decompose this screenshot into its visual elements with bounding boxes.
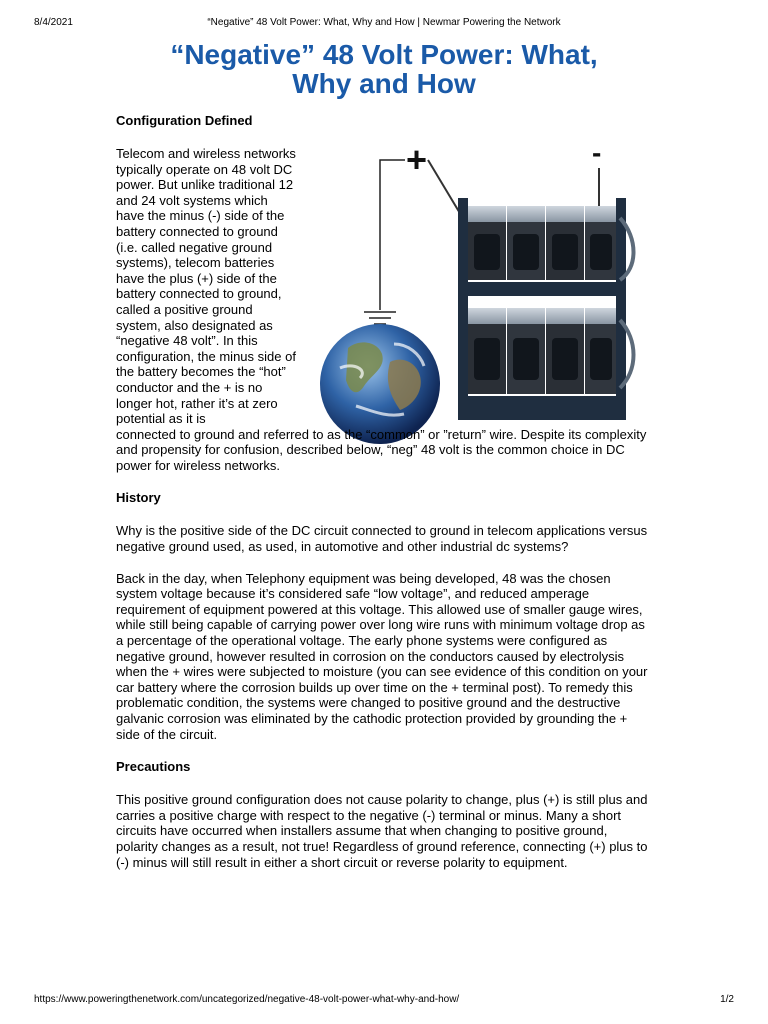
- header-date: 8/4/2021: [34, 17, 73, 28]
- configuration-paragraph-wrapped: Telecom and wireless networks typically operate on 48 volt DC power. But unlike traditional 12 and 24 volt systems which have the minus (-) side of the battery connected to ground (i.e. called negative ground systems), telecom batteries have the plus (+) side of the battery connected to ground, called a positive ground system, also designated as “negative 48 volt”. In this configuration, the minus side of the battery becomes the “hot” conductor and the + is no longer hot, rather it’s at zero potential as it is: [116, 146, 296, 427]
- footer-page-number: 1/2: [720, 994, 734, 1005]
- section-heading-precautions: Precautions: [116, 759, 191, 775]
- section-heading-history: History: [116, 490, 161, 506]
- section-heading-configuration: Configuration Defined: [116, 113, 253, 128]
- configuration-paragraph-continued: connected to ground and referred to as the “common” or ”return” wire. Despite its complexity and propensity for confusion, described below, “neg” 48 volt is the common choice in DC power for wireless networks.: [116, 426, 647, 473]
- precautions-paragraph-1: This positive ground configuration does not cause polarity to change, plus (+) is still plus and carries a positive charge with respect to the negative (-) terminal or minus. Many a short circuits have occurred when installers assume that when changing to positive ground, polarity changes as a result, not true! Regardless of ground reference, connecting (+) plus to (-) minus will still result in either a short circuit or reverse polarity to equipment.: [116, 792, 648, 870]
- footer-url-link[interactable]: https://www.poweringthenetwork.com/uncategorized/negative-48-volt-power-what-why-and-how/: [34, 994, 460, 1005]
- history-paragraph-1: Why is the positive side of the DC circuit connected to ground in telecom applications versus negative ground used, as used, in automotive and other industrial dc systems?: [116, 523, 648, 555]
- article-title: [100, 40, 668, 98]
- history-paragraph-2: Back in the day, when Telephony equipment was being developed, 48 was the chosen system voltage because it’s considered safe “low voltage”, and reduced amperage requirement of equipment powered at this voltage. This allowed use of smaller gauge wires, while still being capable of carrying power over long wire runs with minimum voltage drop as a percentage of the operational voltage. The early phone systems were configured as negative ground, however resulted in corrosion on the conductors caused by electrolysis when the + wires were subjected to moisture (you can see evidence of this condition on your car battery where the corrosion builds up over time on the + terminal post). To remedy this problematic condition, the systems were changed to positive ground and the destructive galvanic corrosion was eliminated by the cathodic protection provided by grounding the + side of the circuit.: [116, 570, 648, 742]
- header-page-title: “Negative” 48 Volt Power: What, Why and How | Newmar Powering the Network: [207, 17, 561, 28]
- article-body: [116, 112, 652, 870]
- article-title-line1: “Negative” 48 Volt Power: What,: [170, 39, 598, 70]
- minus-symbol: -: [592, 148, 602, 168]
- plus-symbol: +: [406, 148, 428, 180]
- article-title-line2: Why and How: [292, 68, 476, 99]
